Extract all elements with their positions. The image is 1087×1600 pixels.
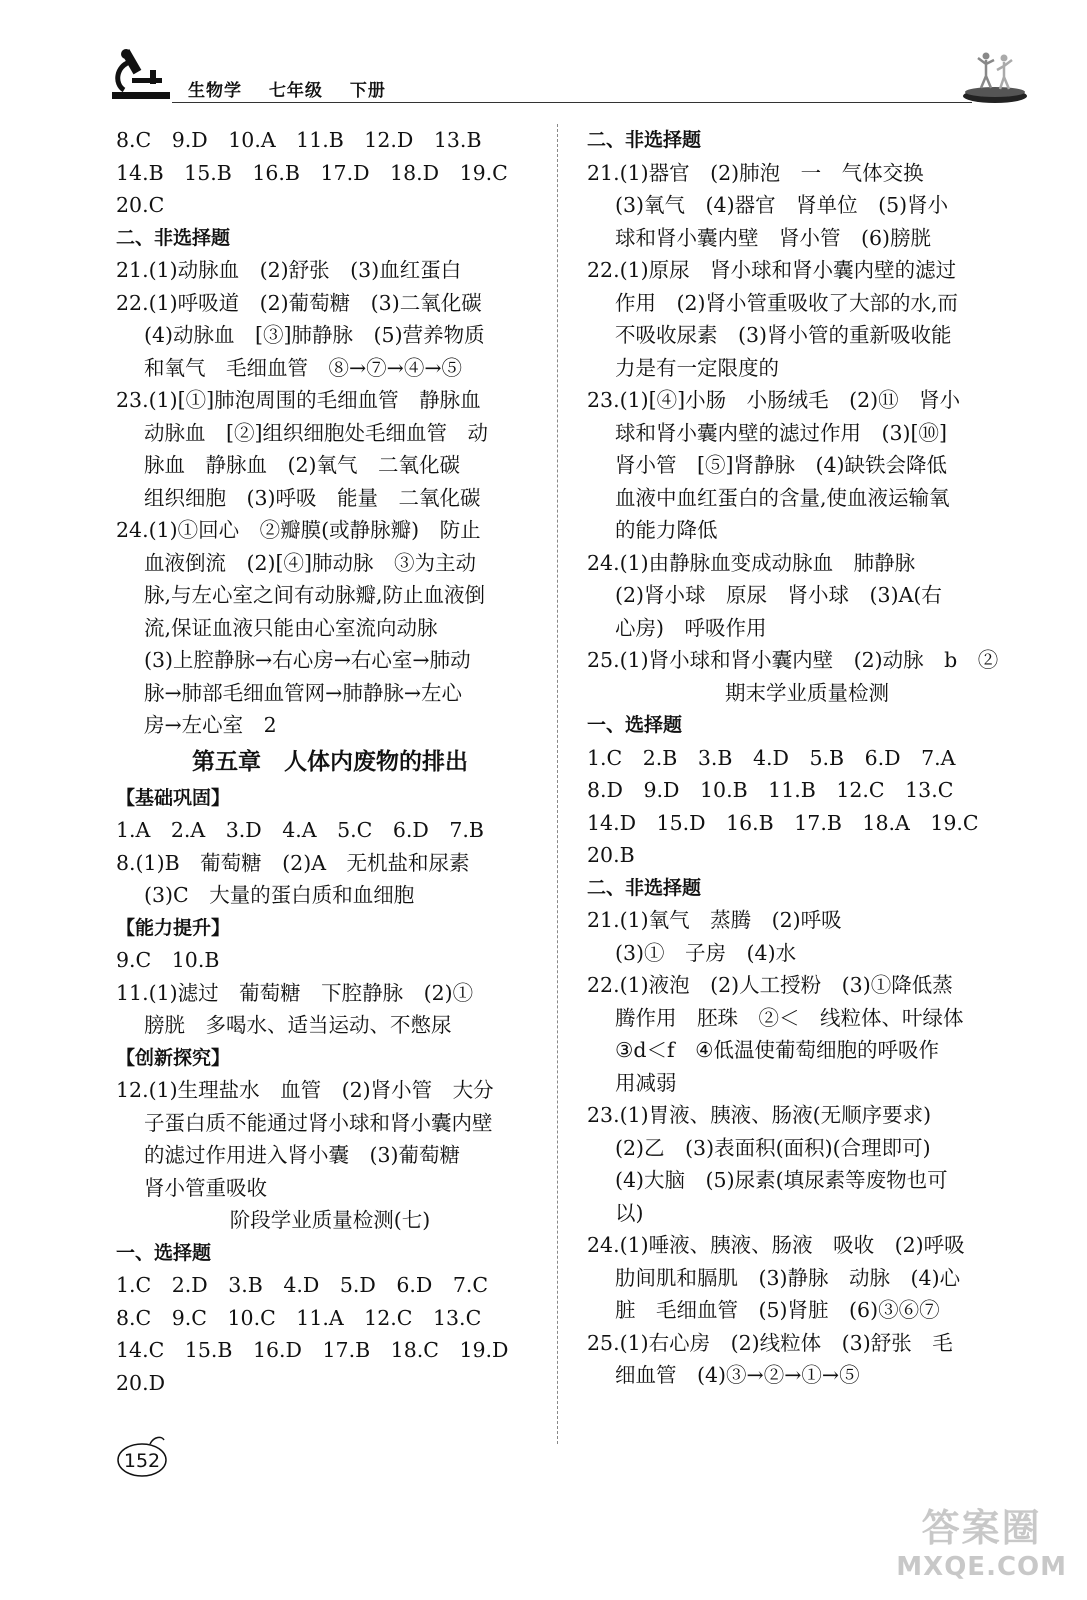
- answer-line: 肋间肌和膈肌 (3)静脉 动脉 (4)心: [615, 1265, 961, 1290]
- page-number-badge: [116, 1432, 172, 1478]
- answer-line: 24.(1)唾液、胰液、肠液 吸收 (2)呼吸: [587, 1233, 965, 1257]
- answer-line: 膀胱 多喝水、适当运动、不憋尿: [144, 1013, 452, 1037]
- left-column: [116, 124, 544, 1399]
- answer-line: 球和肾小囊内壁 肾小管 (6)膀胱: [615, 225, 932, 250]
- answer-line: 24.(1)①回心 ②瓣膜(或静脉瓣) 防止: [116, 518, 481, 542]
- answer-line: (3)C 大量的蛋白质和血细胞: [144, 883, 415, 907]
- answer-line: 1.C 2.D 3.B 4.D 5.D 6.D 7.C: [116, 1273, 489, 1297]
- answer-line: 脉血 静脉血 (2)氧气 二氧化碳: [144, 453, 461, 477]
- answer-line: 1.C 2.B 3.B 4.D 5.B 6.D 7.A: [587, 745, 956, 770]
- test-title: 期末学业质量检测: [725, 680, 889, 705]
- figures-on-disc-icon: [960, 46, 1030, 104]
- answer-line: 22.(1)原尿 肾小球和肾小囊内壁的滤过: [587, 258, 957, 282]
- answer-line: 14.C 15.B 16.D 17.B 18.C 19.D: [116, 1338, 509, 1362]
- header-subject: 生物学: [188, 81, 242, 101]
- answer-line: 24.(1)由静脉血变成动脉血 肺静脉: [587, 550, 916, 575]
- right-column: [587, 124, 1027, 1392]
- answer-line: 20.C: [116, 193, 165, 217]
- section-heading: 二、非选择题: [587, 129, 702, 151]
- answer-line: (3)上腔静脉→右心房→右心室→肺动: [144, 648, 471, 672]
- header-grade: 七年级: [268, 81, 323, 101]
- chapter-title: 第五章 人体内废物的排出: [192, 748, 468, 775]
- answer-line: 脉→肺部毛细血管网→肺静脉→左心: [144, 680, 463, 705]
- answer-line: (3)氧气 (4)器官 肾单位 (5)肾小: [615, 193, 949, 217]
- answer-line: 8.D 9.D 10.B 11.B 12.C 13.C: [587, 778, 954, 802]
- answer-line: (4)动脉血 [③]肺静脉 (5)营养物质: [144, 323, 485, 347]
- answer-line: 用减弱: [615, 1070, 677, 1095]
- microscope-icon: [110, 44, 172, 102]
- answer-line: (4)大脑 (5)尿素(填尿素等废物也可: [615, 1168, 948, 1192]
- answer-line: 流,保证血液只能由心室流向动脉: [144, 615, 438, 640]
- answer-line: 23.(1)[④]小肠 小肠绒毛 (2)⑪ 肾小: [587, 388, 961, 412]
- answer-line: 子蛋白质不能通过肾小球和肾小囊内壁: [144, 1110, 493, 1135]
- answer-line: 8.C 9.D 10.A 11.B 12.D 13.B: [116, 128, 482, 152]
- section-heading: 【能力提升】: [116, 916, 231, 939]
- answer-line: 组织细胞 (3)呼吸 能量 二氧化碳: [144, 485, 481, 510]
- answer-line: 22.(1)液泡 (2)人工授粉 (3)①降低蒸: [587, 973, 953, 997]
- answer-line: 25.(1)肾小球和肾小囊内壁 (2)动脉 b ②: [587, 648, 999, 672]
- answer-line: 8.(1)B 葡萄糖 (2)A 无机盐和尿素: [116, 850, 470, 875]
- answer-line: 脏 毛细血管 (5)肾脏 (6)③⑥⑦: [615, 1298, 940, 1322]
- page-header: [110, 44, 1020, 104]
- section-heading: 【基础巩固】: [116, 786, 231, 809]
- answer-line: 20.D: [116, 1370, 166, 1395]
- answer-line: 的能力降低: [615, 518, 718, 542]
- section-heading: 一、选择题: [587, 714, 683, 736]
- answer-line: 不吸收尿素 (3)肾小管的重新吸收能: [615, 323, 952, 347]
- answer-line: 肾小管 [⑤]肾静脉 (4)缺铁会降低: [615, 453, 948, 477]
- answer-line: 和氧气 毛细血管 ⑧→⑦→④→⑤: [144, 355, 463, 380]
- answer-line: 12.(1)生理盐水 血管 (2)肾小管 大分: [116, 1078, 494, 1102]
- answer-line: 20.B: [587, 843, 635, 867]
- page-number: 152: [123, 1450, 161, 1472]
- watermark: [896, 1497, 1067, 1582]
- section-heading: 二、非选择题: [116, 226, 231, 249]
- column-divider: [557, 124, 558, 1444]
- answer-line: (2)乙 (3)表面积(面积)(合理即可): [615, 1135, 931, 1160]
- watermark-title: 答案圈: [921, 1506, 1042, 1550]
- answer-line: 11.(1)滤过 葡萄糖 下腔静脉 (2)①: [116, 980, 474, 1005]
- header-rule: [172, 102, 972, 103]
- answer-line: 25.(1)右心房 (2)线粒体 (3)舒张 毛: [587, 1330, 953, 1355]
- header-title: [188, 76, 406, 101]
- answer-line: 球和肾小囊内壁的滤过作用 (3)[⑩]: [615, 420, 948, 445]
- answer-line: 肾小管重吸收: [144, 1175, 267, 1200]
- section-heading: 一、选择题: [116, 1241, 212, 1264]
- answer-line: 脉,与左心室之间有动脉瓣,防止血液倒: [144, 583, 486, 607]
- answer-line: 23.(1)胃液、胰液、肠液(无顺序要求): [587, 1103, 932, 1127]
- answer-line: 血液中血红蛋白的含量,使血液运输氧: [615, 485, 950, 510]
- answer-line: (2)肾小球 原尿 肾小球 (3)A(右: [615, 583, 942, 607]
- answer-line: 21.(1)氧气 蒸腾 (2)呼吸: [587, 908, 842, 932]
- answer-line: 动脉血 [②]组织细胞处毛细血管 动: [144, 420, 488, 445]
- answer-line: (3)① 子房 (4)水: [615, 940, 797, 965]
- section-heading: 二、非选择题: [587, 876, 702, 899]
- answer-line: 14.B 15.B 16.B 17.D 18.D 19.C: [116, 160, 508, 185]
- header-volume: 下册: [349, 81, 386, 101]
- answer-line: 14.D 15.D 16.B 17.B 18.A 19.C: [587, 810, 979, 835]
- answer-line: 以): [615, 1200, 644, 1225]
- answer-line: 血液倒流 (2)[④]肺动脉 ③为主动: [144, 550, 477, 575]
- answer-line: 22.(1)呼吸道 (2)葡萄糖 (3)二氧化碳: [116, 290, 482, 315]
- watermark-url: MXQE.COM: [896, 1552, 1067, 1582]
- answer-line: 21.(1)器官 (2)肺泡 一 气体交换: [587, 160, 924, 185]
- answer-line: 心房) 呼吸作用: [615, 615, 767, 640]
- answer-line: ③d＜f ④低温使葡萄细胞的呼吸作: [615, 1038, 939, 1062]
- answer-line: 23.(1)[①]肺泡周围的毛细血管 静脉血: [116, 388, 481, 412]
- answer-line: 作用 (2)肾小管重吸收了大部的水,而: [615, 290, 959, 315]
- answer-line: 1.A 2.A 3.D 4.A 5.C 6.D 7.B: [116, 818, 484, 842]
- section-heading: 【创新探究】: [116, 1046, 231, 1069]
- answer-line: 的滤过作用进入肾小囊 (3)葡萄糖: [144, 1143, 461, 1167]
- answer-line: 21.(1)动脉血 (2)舒张 (3)血红蛋白: [116, 258, 462, 282]
- test-title: 阶段学业质量检测(七): [229, 1208, 431, 1232]
- answer-line: 腾作用 胚珠 ②＜ 线粒体、叶绿体: [615, 1005, 964, 1030]
- answer-line: 9.C 10.B: [116, 948, 220, 972]
- answer-line: 细血管 (4)③→②→①→⑤: [615, 1363, 860, 1387]
- answer-line: 房→左心室 2: [144, 713, 277, 737]
- answer-line: 8.C 9.C 10.C 11.A 12.C 13.C: [116, 1305, 482, 1330]
- answer-line: 力是有一定限度的: [615, 355, 779, 380]
